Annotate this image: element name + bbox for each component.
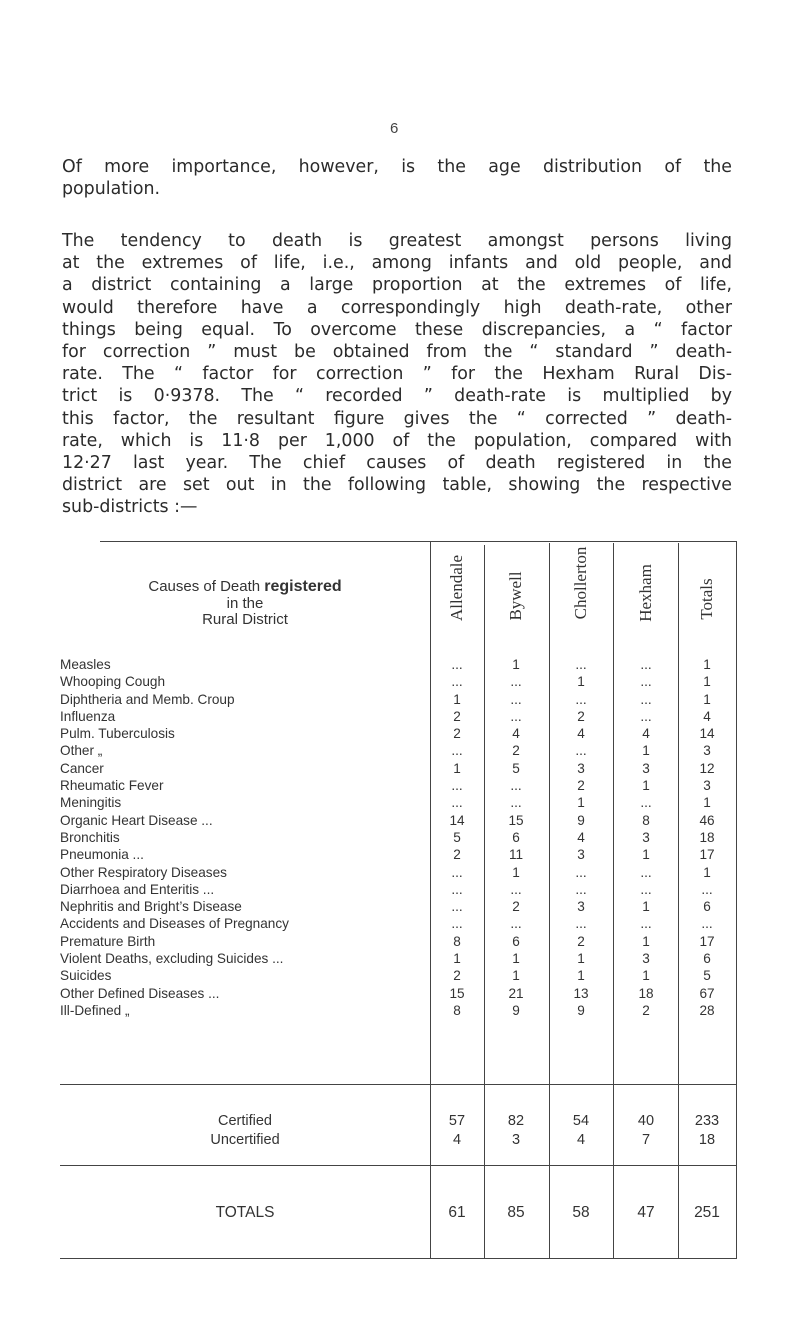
- table-row: [60, 846, 737, 863]
- cell-totals: 5: [703, 968, 711, 984]
- cell-hexham: ...: [640, 881, 652, 897]
- text-line: 12·27 last year. The chief causes of death registered in the: [62, 453, 732, 474]
- table-row: [60, 812, 737, 829]
- totals-cell-totals: 251: [694, 1204, 720, 1221]
- table-row: [60, 950, 737, 967]
- text-line: rate. The “ factor for correction ” for the Hexham Rural Dis-: [62, 364, 732, 385]
- table-row: [60, 794, 737, 811]
- cell-bywell: 1: [512, 657, 520, 672]
- text-line: things being equal. To overcome these discrepancies, a “ factor: [62, 319, 732, 340]
- cell-allendale: 1: [453, 691, 461, 707]
- cell-totals: 4: [703, 708, 711, 724]
- cell-hexham: ...: [640, 916, 652, 932]
- table-row: [60, 725, 737, 742]
- text-line: at the extremes of life, i.e., among infants and old people, and: [62, 253, 732, 274]
- cell-totals: 17: [699, 933, 715, 949]
- certified-cell-bywell: 82: [507, 1113, 525, 1129]
- cell-bywell: ...: [510, 881, 522, 897]
- cell-hexham: ...: [640, 657, 652, 672]
- cell-chollerton: ...: [575, 916, 587, 932]
- text-line: Of more importance, however, is the age distribution of the: [62, 157, 732, 177]
- cell-hexham: ...: [640, 691, 652, 707]
- table-row: [60, 656, 737, 673]
- cell-chollerton: 2: [577, 708, 585, 724]
- cause-header-line1: Causes of Death: [148, 578, 261, 595]
- cell-chollerton: 4: [577, 829, 585, 845]
- cause-label: Diphtheria and Memb. Croup: [60, 691, 235, 707]
- table-row: [60, 864, 737, 881]
- certified-label: Certified: [218, 1113, 272, 1129]
- table-row: [60, 673, 737, 690]
- cell-bywell: 4: [512, 726, 520, 742]
- cell-chollerton: 3: [577, 760, 585, 776]
- cell-chollerton: 9: [577, 812, 585, 828]
- cell-totals: 6: [703, 899, 711, 915]
- totals-cell-hexham: 47: [637, 1204, 655, 1221]
- cell-hexham: 3: [642, 951, 650, 967]
- cause-header-line3: Rural District: [202, 611, 288, 628]
- cell-bywell: 2: [512, 899, 520, 915]
- cell-allendale: ...: [451, 657, 463, 672]
- table-row: [60, 708, 737, 725]
- uncertified-cell-totals: 18: [698, 1132, 716, 1148]
- cell-hexham: 3: [642, 829, 650, 845]
- text-line: district are set out in the following table, showing the respective: [62, 475, 732, 496]
- cause-label: Premature Birth: [60, 933, 156, 949]
- cell-totals: 12: [699, 760, 715, 776]
- text-line: rate, which is 11·8 per 1,000 of the population, compared with: [62, 430, 732, 451]
- column-header-totals: Totals: [697, 578, 716, 620]
- cell-bywell: 5: [512, 760, 520, 776]
- cell-allendale: ...: [451, 674, 463, 690]
- cell-chollerton: 9: [577, 1002, 585, 1018]
- cell-bywell: ...: [510, 778, 522, 794]
- cause-label: Influenza: [60, 708, 116, 724]
- cell-chollerton: 1: [577, 951, 585, 967]
- table-row: [60, 898, 737, 915]
- cell-totals: 1: [703, 674, 711, 690]
- text-line: sub-districts :—: [62, 497, 198, 518]
- cell-bywell: 11: [508, 847, 524, 863]
- text-line: would therefore have a correspondingly high death-rate, other: [62, 297, 732, 318]
- certified-cell-allendale: 57: [448, 1113, 466, 1129]
- cell-hexham: 8: [642, 812, 650, 828]
- cell-allendale: 2: [453, 726, 461, 742]
- cause-label: Accidents and Diseases of Pregnancy: [60, 916, 289, 932]
- cell-bywell: 21: [508, 985, 524, 1001]
- text-line: population.: [62, 179, 161, 200]
- totals-cell-allendale: 61: [448, 1204, 466, 1221]
- cell-bywell: 2: [512, 743, 520, 759]
- cell-chollerton: 2: [577, 778, 585, 794]
- cell-totals: ...: [701, 881, 713, 897]
- table-row: [60, 760, 737, 777]
- cell-allendale: 2: [453, 968, 461, 984]
- cell-allendale: 8: [453, 933, 461, 949]
- uncertified-cell-allendale: 4: [452, 1132, 462, 1148]
- table-row: [60, 985, 737, 1002]
- table-row: [60, 881, 737, 898]
- cause-label: Rheumatic Fever: [60, 778, 164, 794]
- cause-label: Other „: [60, 743, 103, 759]
- cell-hexham: 1: [642, 968, 650, 984]
- cell-allendale: 2: [453, 847, 461, 863]
- cell-allendale: ...: [451, 795, 463, 811]
- table-row: [60, 829, 737, 846]
- cell-hexham: ...: [640, 795, 652, 811]
- cell-hexham: 1: [642, 933, 650, 949]
- cell-bywell: ...: [510, 691, 522, 707]
- cell-totals: 1: [703, 657, 711, 672]
- cell-chollerton: 3: [577, 847, 585, 863]
- cause-label: Whooping Cough: [60, 674, 166, 690]
- cell-chollerton: 1: [577, 968, 585, 984]
- cause-header-line2: in the: [226, 594, 264, 612]
- cell-totals: 46: [699, 812, 715, 828]
- cause-label: Cancer: [60, 760, 104, 776]
- cell-totals: 28: [699, 1002, 715, 1018]
- cell-hexham: ...: [640, 708, 652, 724]
- cause-label: Other Respiratory Diseases: [60, 864, 227, 880]
- totals-cell-chollerton: 58: [572, 1204, 590, 1221]
- cell-chollerton: 3: [577, 899, 585, 915]
- cell-hexham: 3: [642, 760, 650, 776]
- cell-chollerton: 4: [577, 726, 585, 742]
- paragraph-2: [62, 230, 732, 519]
- cell-chollerton: ...: [575, 691, 587, 707]
- totals-cell-bywell: 85: [507, 1204, 525, 1221]
- cause-label: Violent Deaths, excluding Suicides ...: [60, 951, 284, 967]
- cell-allendale: 2: [453, 708, 461, 724]
- cell-bywell: ...: [510, 674, 522, 690]
- cell-allendale: ...: [451, 899, 463, 915]
- cell-bywell: 1: [512, 951, 520, 967]
- cause-label: Ill-Defined „: [60, 1002, 130, 1018]
- cell-bywell: 1: [512, 864, 520, 880]
- cell-totals: 1: [703, 691, 711, 707]
- certified-cell-hexham: 40: [637, 1113, 655, 1129]
- cell-totals: 6: [703, 951, 711, 967]
- cause-label: Suicides: [60, 968, 112, 984]
- uncertified-cell-chollerton: 4: [576, 1132, 586, 1148]
- cell-hexham: 1: [642, 899, 650, 915]
- cell-allendale: 5: [453, 829, 461, 845]
- table-row: [60, 967, 737, 984]
- cause-label: Measles: [60, 657, 111, 672]
- cell-allendale: 14: [449, 812, 465, 828]
- text-line: The tendency to death is greatest amongst persons living: [62, 231, 732, 251]
- cause-label: Other Defined Diseases ...: [60, 985, 220, 1001]
- cause-label: Meningitis: [60, 795, 122, 811]
- cell-chollerton: 13: [573, 985, 589, 1001]
- cause-label: Organic Heart Disease ...: [60, 812, 213, 828]
- cell-totals: 67: [699, 985, 715, 1001]
- uncertified-cell-bywell: 3: [511, 1132, 521, 1148]
- cell-hexham: 1: [642, 778, 650, 794]
- column-header-bywell: Bywell: [506, 571, 525, 621]
- cause-header-bold: registered: [264, 578, 342, 595]
- cell-totals: 3: [703, 743, 711, 759]
- table-row: [60, 691, 737, 708]
- cell-chollerton: 2: [577, 933, 585, 949]
- cell-bywell: 9: [512, 1002, 520, 1018]
- page-number: 6: [390, 120, 399, 137]
- cell-hexham: 4: [642, 726, 650, 742]
- cell-hexham: ...: [640, 674, 652, 690]
- column-header-allendale: Allendale: [447, 554, 466, 622]
- cell-chollerton: ...: [575, 657, 587, 672]
- cell-hexham: 2: [642, 1002, 650, 1018]
- cell-chollerton: 1: [577, 674, 585, 690]
- certified-cell-totals: 233: [694, 1113, 720, 1129]
- cell-chollerton: ...: [575, 881, 587, 897]
- cell-allendale: 1: [453, 951, 461, 967]
- certified-cell-chollerton: 54: [572, 1113, 590, 1129]
- cause-rows: [60, 656, 737, 1019]
- cause-label: Nephritis and Bright’s Disease: [60, 899, 242, 915]
- cell-totals: 17: [699, 847, 715, 863]
- cell-hexham: ...: [640, 864, 652, 880]
- table-row: [60, 915, 737, 932]
- uncertified-label: Uncertified: [210, 1132, 280, 1148]
- cell-bywell: 6: [512, 933, 520, 949]
- cell-bywell: 6: [512, 829, 520, 845]
- cell-allendale: ...: [451, 778, 463, 794]
- cell-totals: 1: [703, 795, 711, 811]
- text-line: a district containing a large proportion at the extremes of life,: [62, 275, 732, 296]
- column-header-chollerton: Chollerton: [571, 546, 590, 620]
- table-row: [60, 933, 737, 950]
- table-row: [60, 777, 737, 794]
- cell-bywell: 1: [512, 968, 520, 984]
- cause-label: Diarrhoea and Enteritis ...: [60, 881, 215, 897]
- cell-bywell: ...: [510, 795, 522, 811]
- cell-allendale: ...: [451, 743, 463, 759]
- cell-totals: 1: [703, 864, 711, 880]
- cause-label: Pneumonia ...: [60, 847, 144, 863]
- cause-label: Bronchitis: [60, 829, 120, 845]
- cell-bywell: 15: [508, 812, 524, 828]
- cell-bywell: ...: [510, 916, 522, 932]
- cell-totals: 18: [699, 829, 715, 845]
- causes-of-death-table: [60, 541, 737, 1330]
- cell-allendale: ...: [451, 916, 463, 932]
- cell-chollerton: ...: [575, 864, 587, 880]
- cause-column-header: [60, 579, 430, 629]
- paragraph-1: [62, 156, 732, 200]
- cell-totals: 14: [699, 726, 715, 742]
- column-header-hexham: Hexham: [636, 564, 655, 622]
- cell-totals: 3: [703, 778, 711, 794]
- table-row: [60, 1002, 737, 1019]
- cell-bywell: ...: [510, 708, 522, 724]
- cell-allendale: 1: [453, 760, 461, 776]
- uncertified-cell-hexham: 7: [641, 1132, 651, 1148]
- cell-allendale: 8: [453, 1002, 461, 1018]
- cell-hexham: 1: [642, 743, 650, 759]
- cell-hexham: 1: [642, 847, 650, 863]
- cause-label: Pulm. Tuberculosis: [60, 726, 175, 742]
- text-line: trict is 0·9378. The “ recorded ” death-rate is multiplied by: [62, 386, 732, 407]
- cell-chollerton: 1: [577, 795, 585, 811]
- cell-allendale: 15: [449, 985, 465, 1001]
- cell-totals: ...: [701, 916, 713, 932]
- table-row: [60, 742, 737, 759]
- text-line: for correction ” must be obtained from the “ standard ” death-: [62, 342, 732, 363]
- totals-label: TOTALS: [215, 1204, 275, 1221]
- text-line: this factor, the resultant figure gives the “ corrected ” death-: [62, 408, 732, 429]
- cell-allendale: ...: [451, 881, 463, 897]
- cell-chollerton: ...: [575, 743, 587, 759]
- cell-hexham: 18: [638, 985, 654, 1001]
- cell-allendale: ...: [451, 864, 463, 880]
